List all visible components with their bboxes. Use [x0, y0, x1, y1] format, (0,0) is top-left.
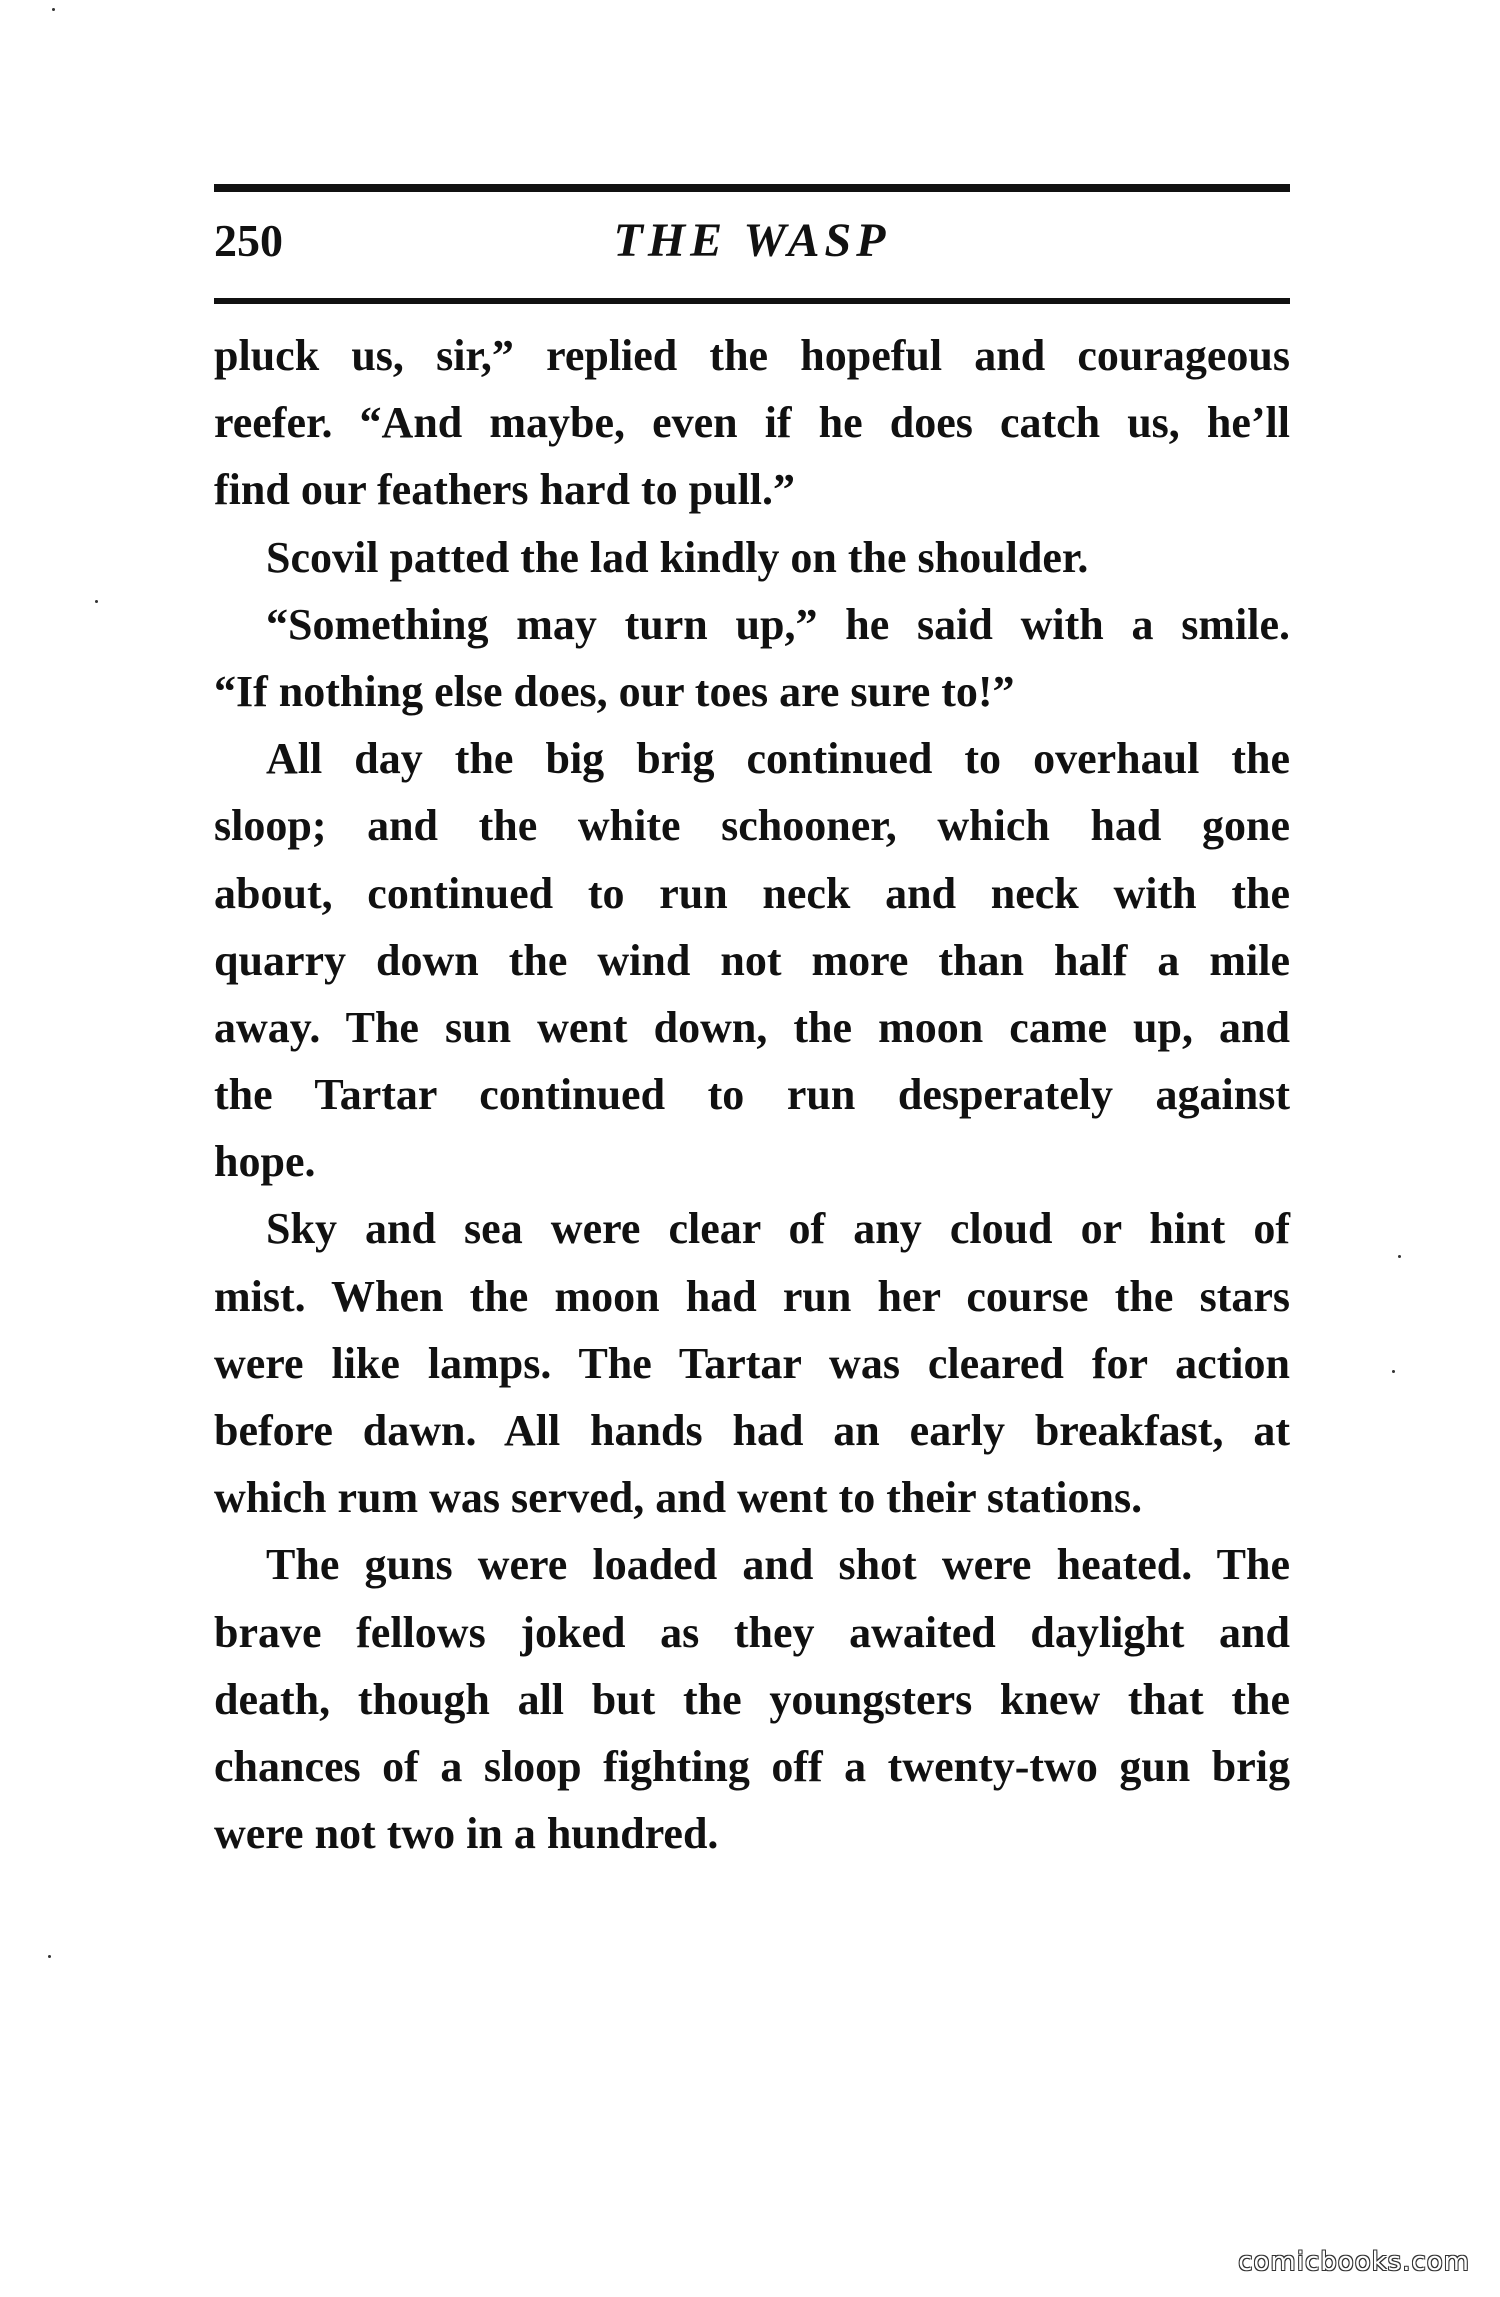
text-line: before dawn. All hands had an early breakfast, at	[214, 1406, 1290, 1455]
text-line: reefer. “And maybe, even if he does catch us, he’ll	[214, 398, 1290, 448]
scan-speck	[95, 600, 98, 603]
scan-speck	[48, 1955, 51, 1958]
text-line: find our feathers hard to pull.”	[214, 465, 796, 515]
text-line: “If nothing else does, our toes are sure to!”	[214, 666, 1015, 716]
text-line: were not two in a hundred.	[214, 1809, 719, 1859]
text-line: death, though all but the youngsters knew that the	[214, 1674, 1290, 1724]
text-line: were like lamps. The Tartar was cleared for action	[214, 1338, 1290, 1388]
text-line: sloop; and the white schooner, which had gone	[214, 801, 1290, 851]
text-line: The guns were loaded and shot were heated. The	[266, 1540, 1290, 1590]
text-line: quarry down the wind not more than half a mile	[214, 935, 1290, 985]
text-line: hope.	[214, 1137, 316, 1187]
running-title: THE WASP	[613, 214, 891, 267]
page-number: 250	[214, 215, 283, 266]
text-line: the Tartar continued to run desperately against	[214, 1070, 1290, 1120]
body-text	[214, 322, 1290, 1867]
text-line: about, continued to run neck and neck with the	[214, 868, 1290, 918]
page-header	[214, 206, 1290, 276]
text-line: away. The sun went down, the moon came up, and	[214, 1002, 1290, 1052]
text-line: All day the big brig continued to overhaul the	[266, 734, 1290, 784]
scan-speck	[1398, 1255, 1401, 1258]
scan-speck	[52, 8, 55, 11]
scan-speck	[1392, 1370, 1395, 1373]
header-rule-bottom	[214, 298, 1290, 304]
header-rule-top	[214, 184, 1290, 192]
text-line: Sky and sea were clear of any cloud or hint of	[266, 1204, 1290, 1254]
text-line: “Something may turn up,” he said with a smile.	[266, 599, 1290, 649]
text-line: pluck us, sir,” replied the hopeful and courageous	[214, 331, 1290, 380]
text-line: Scovil patted the lad kindly on the shoulder.	[266, 532, 1089, 582]
watermark: comicbooks.com	[1238, 2247, 1470, 2277]
text-line: chances of a sloop fighting off a twenty-two gun brig	[214, 1741, 1290, 1791]
text-line: brave fellows joked as they awaited daylight and	[214, 1607, 1290, 1657]
text-line: which rum was served, and went to their stations.	[214, 1473, 1143, 1523]
text-line: mist. When the moon had run her course the stars	[214, 1271, 1290, 1321]
